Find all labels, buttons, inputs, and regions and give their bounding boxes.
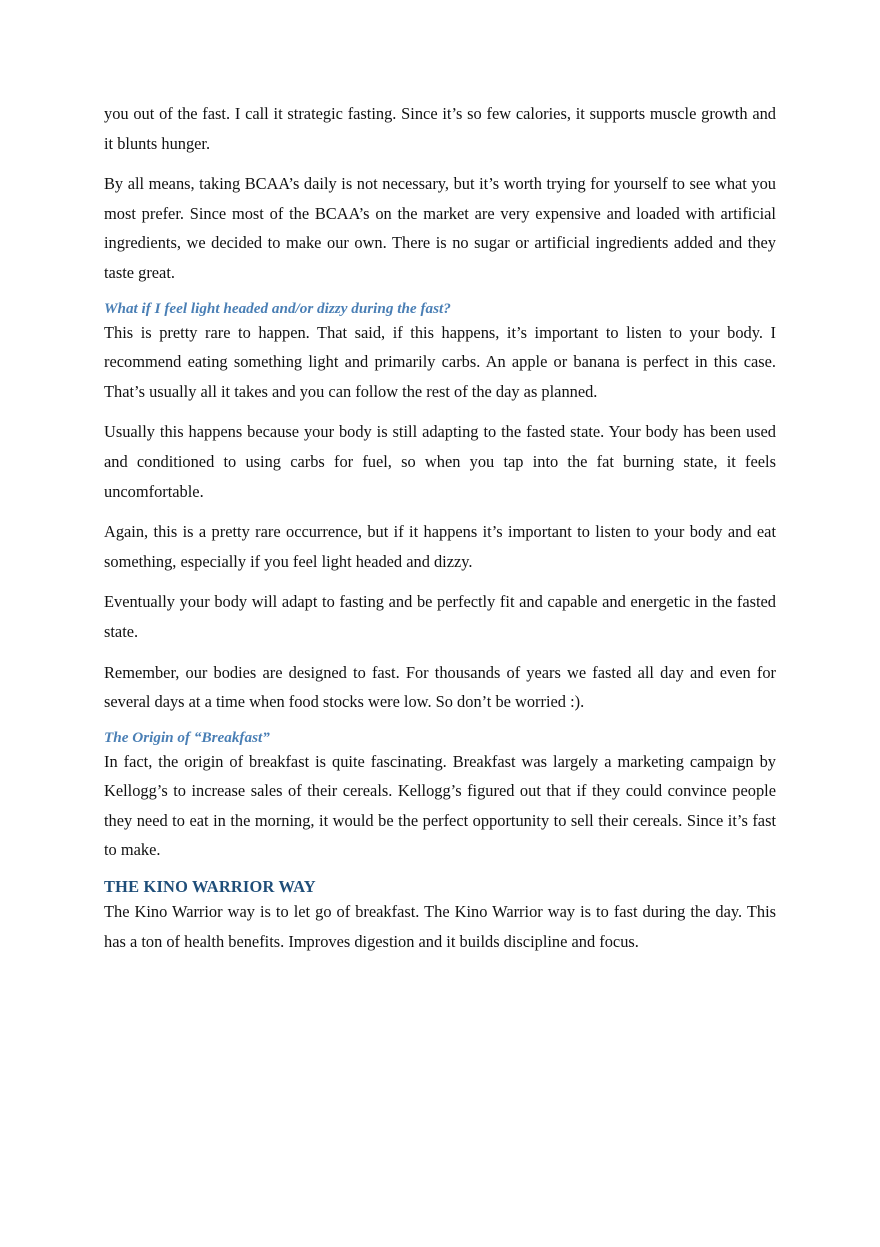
subheading-origin-of-breakfast: The Origin of “Breakfast” xyxy=(104,728,270,746)
paragraph-strategic-fasting: you out of the fast. I call it strategic fasting. Since it’s so few calories, it supports muscle growth and it blunts hunger. xyxy=(104,104,776,153)
paragraph-designed-to-fast: Remember, our bodies are designed to fast. For thousands of years we fasted all day and even for several days at a time when food stocks were low. So don’t be worried :). xyxy=(104,662,776,712)
paragraph-bcaa: By all means, taking BCAA’s daily is not necessary, but it’s worth trying for yourself to see what you most prefer. Since most of the BCAA’s on the market are very expensive and loaded with artificial ingredients, we decided to make our own. There is no sugar or artificial ingredients added and they taste great. xyxy=(104,174,776,282)
subheading-light-headed: What if I feel light headed and/or dizzy during the fast? xyxy=(104,299,451,317)
heading-kino-warrior-way: THE KINO WARRIOR WAY xyxy=(104,877,316,897)
paragraph-kino-warrior-way: The Kino Warrior way is to let go of breakfast. The Kino Warrior way is to fast during the day. This has a ton of health benefits. Improves digestion and it builds discipline and focus. xyxy=(104,902,776,951)
paragraph-adapting: Usually this happens because your body is still adapting to the fasted state. Your body has been used and conditioned to using carbs for fuel, so when you tap into the fat burning state, it feels uncomfortable. xyxy=(104,422,776,501)
paragraph-rare-to-happen: This is pretty rare to happen. That said, if this happens, it’s important to listen to your body. I recommend eating something light and primarily carbs. An apple or banana is perfect in this case. That’s usually all it takes and you can follow the rest of the day as planned. xyxy=(104,322,776,401)
document-page xyxy=(104,99,776,967)
paragraph-eventually-adapt: Eventually your body will adapt to fasting and be perfectly fit and capable and energetic in the fasted state. xyxy=(104,592,776,641)
paragraph-origin-breakfast: In fact, the origin of breakfast is quite fascinating. Breakfast was largely a marketing campaign by Kellogg’s to increase sales of their cereals. Kellogg’s figured out that if they could convince people they need to eat in the morning, it would be the perfect opportunity to sell their cereals. Since it’s fast to make. xyxy=(104,751,776,860)
paragraph-rare-occurrence: Again, this is a pretty rare occurrence, but if it happens it’s important to listen to your body and eat something, especially if you feel light headed and dizzy. xyxy=(104,522,776,571)
